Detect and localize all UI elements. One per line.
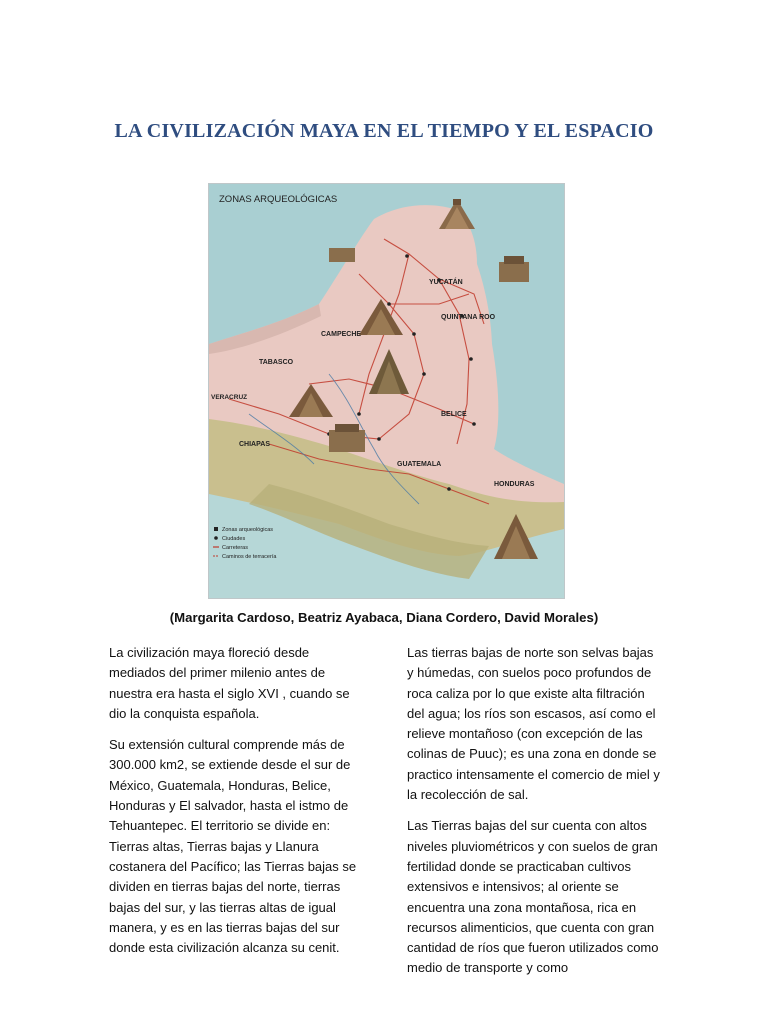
legend-caminos: Caminos de terracería xyxy=(222,554,277,560)
paragraph: Las Tierras bajas del sur cuenta con altos niveles pluviométricos y con suelos de gran fertilidad donde se practicaban cultivos extensivos e intensivos; al oriente se encuentra una zona montañosa, rica en recursos alimenticios, que cuenta con gran cantidad de ríos que fueron utilizados como medio de transporte y como xyxy=(407,818,659,976)
page-title: LA CIVILIZACIÓN MAYA EN EL TIEMPO Y EL ESPACIO xyxy=(114,120,654,142)
map-label-quintana-roo: QUINTANA ROO xyxy=(441,314,496,321)
paragraph: La civilización maya floreció desde mediados del primer milenio antes de nuestra era hasta el siglo XVI , cuando se dio la conquista española. xyxy=(109,645,350,721)
map-heading: ZONAS ARQUEOLÓGICAS xyxy=(219,194,338,205)
maya-region-map xyxy=(209,184,564,598)
map-label-honduras: HONDURAS xyxy=(494,481,535,488)
map-label-campeche: CAMPECHE xyxy=(321,331,362,338)
legend-zonas: Zonas arqueológicas xyxy=(222,527,274,533)
maya-map-image xyxy=(208,183,565,599)
paragraph: Las tierras bajas de norte son selvas bajas y húmedas, con suelos poco profundos de roca caliza por lo que existe alta filtración del agua; los ríos son escasos, así como el relieve montañoso (con excepción de las colinas de Puuc); es una zona en donde se practico intensamente el comercio de miel y la recolección de sal. xyxy=(407,645,660,803)
map-label-chiapas: CHIAPAS xyxy=(239,441,270,448)
legend-ciudades: Ciudades xyxy=(222,536,246,542)
authors-line: (Margarita Cardoso, Beatriz Ayabaca, Diana Cordero, David Morales) xyxy=(169,610,599,625)
map-label-yucatan: YUCATÁN xyxy=(429,279,463,286)
legend-carreteras: Carreteras xyxy=(222,545,248,551)
map-label-belice: BELICE xyxy=(441,411,467,418)
map-label-guatemala: GUATEMALA xyxy=(397,461,442,468)
right-column xyxy=(407,643,663,990)
map-label-tabasco: TABASCO xyxy=(259,359,294,366)
map-label-veracruz: VERACRUZ xyxy=(211,394,248,401)
paragraph: Su extensión cultural comprende más de 300.000 km2, se extiende desde el sur de México, Guatemala, Honduras, Belice, Honduras y El salvador, hasta el istmo de Tehuantepec. El territorio se divide en: Tierras altas, Tierras bajas y Llanura costanera del Pacífico; las Tierras bajas se dividen en tierras bajas del norte, tierras bajas del sur, y las tierras altas de igual manera, y es en las tierras bajas del sur donde esta civilización alcanza su cenit. xyxy=(109,737,357,956)
left-column xyxy=(109,643,361,969)
